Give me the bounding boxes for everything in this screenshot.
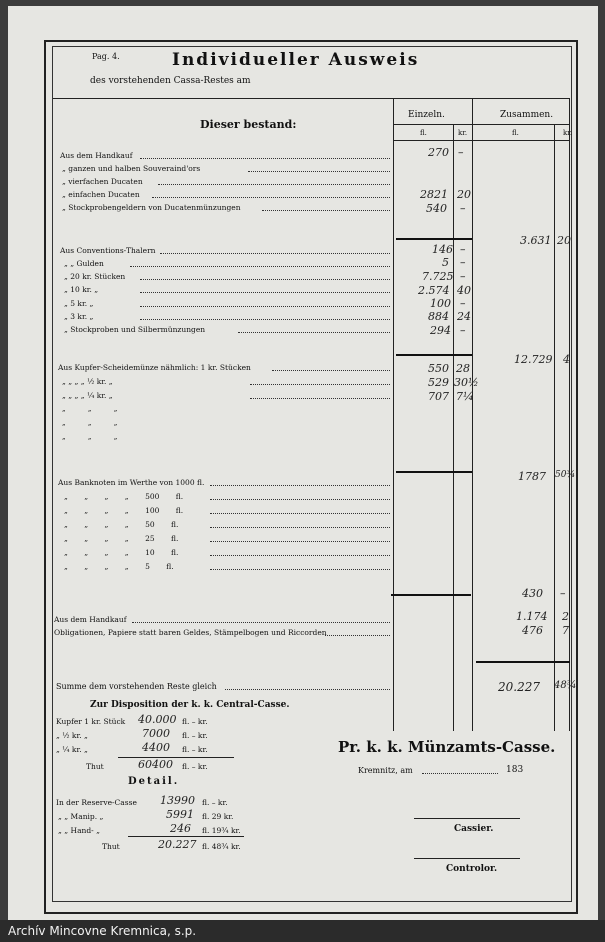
leader	[210, 555, 390, 556]
row-label: „ „ „ „ 500 fl.	[64, 492, 184, 501]
leader	[262, 210, 390, 211]
einzeln-kr: –	[460, 243, 466, 256]
detail-label: „ „ Manip. „	[58, 812, 104, 821]
zusammen-kr: 20	[557, 234, 571, 247]
unit-zusammen-fl: fl.	[512, 129, 519, 137]
disposition-unit: fl. – kr.	[182, 731, 208, 740]
einzeln-kr: 24	[457, 310, 471, 323]
zusammen-fl: 430	[522, 587, 543, 600]
leader	[140, 158, 390, 159]
einzeln-fl: 270	[428, 146, 449, 159]
zusammen-fl: 476	[522, 624, 543, 637]
einzeln-fl: 294	[430, 324, 451, 337]
leader	[210, 513, 390, 514]
group-sep-5	[476, 661, 570, 663]
row-label: Aus Kupfer-Scheidemünze nähmlich: 1 kr. Stücken	[58, 363, 251, 372]
leader	[210, 527, 390, 528]
row-label: „ Stockproben und Silbermünzungen	[64, 325, 206, 334]
row-label: „ „ „ „ 50 fl.	[64, 520, 179, 529]
row-label: „ ganzen und halben Souveraind'ors	[62, 164, 201, 173]
disposition-label: „ ¼ kr. „	[56, 745, 88, 754]
detail-unit: fl. 48¾ kr.	[202, 842, 241, 851]
col-line-a	[393, 98, 394, 731]
office-name: Pr. k. k. Münzamts-Casse.	[338, 738, 556, 756]
leader	[272, 370, 390, 371]
disposition-value: 60400	[138, 758, 173, 771]
cassier-label: Cassier.	[454, 824, 494, 834]
detail-unit: fl. – kr.	[202, 798, 228, 807]
zusammen-kr: –	[560, 587, 566, 600]
summe-label: Summe dem vorstehenden Reste gleich	[56, 682, 217, 691]
row-label: „ Stockprobengeldern von Ducatenmünzungen	[62, 203, 241, 212]
leader	[152, 197, 390, 198]
detail-value: 246	[170, 822, 191, 835]
ditto-marks: „ „ „	[62, 433, 118, 441]
leader	[210, 541, 390, 542]
disposition-value: 7000	[142, 727, 170, 740]
col-einzeln: Einzeln.	[408, 110, 445, 120]
zusammen-kr: 7	[562, 624, 569, 637]
col-line-e	[569, 98, 570, 731]
group-sep-4	[391, 594, 471, 596]
einzeln-kr: –	[460, 297, 466, 310]
group-sep-3	[396, 471, 472, 473]
group-sep-1	[396, 238, 472, 240]
ditto-marks: „ „ „	[62, 405, 118, 413]
row-label: Aus dem Handkauf	[60, 151, 133, 160]
row-label: „ einfachen Ducaten	[62, 190, 140, 199]
detail-rule	[128, 836, 244, 837]
disposition-label: „ ½ kr. „	[56, 731, 88, 740]
date-leader	[422, 773, 498, 774]
einzeln-fl: 2.574	[418, 284, 450, 297]
row-label: Aus Banknoten im Werthe von 1000 fl.	[58, 478, 205, 487]
disposition-label: Thut	[86, 762, 104, 771]
leader	[140, 319, 390, 320]
einzeln-kr: 40	[457, 284, 471, 297]
einzeln-fl: 529	[428, 376, 449, 389]
zusammen-fl: 1.174	[516, 610, 548, 623]
disposition-unit: fl. – kr.	[182, 745, 208, 754]
row-label: „ „ Gulden	[64, 259, 104, 268]
office-place: Kremnitz, am	[358, 766, 413, 775]
zusammen-fl: 12.729	[514, 353, 553, 366]
leader	[140, 279, 390, 280]
row-label: „ „ „ „ ½ kr. „	[62, 377, 113, 386]
page-title: Individueller Ausweis	[172, 50, 420, 70]
col-line-b	[453, 124, 454, 731]
header-rule	[53, 98, 569, 99]
leader	[210, 499, 390, 500]
einzeln-fl: 540	[426, 202, 447, 215]
row-label: Obligationen, Papiere statt baren Geldes, Stämpelbogen und Riccorden	[54, 628, 327, 637]
unit-rule	[393, 140, 569, 141]
leader	[140, 306, 390, 307]
detail-label: In der Reserve-Casse	[56, 798, 137, 807]
row-label: „ „ „ „ 100 fl.	[64, 506, 184, 515]
row-label: Aus dem Handkauf	[54, 615, 127, 624]
leader	[250, 398, 390, 399]
row-label: Aus Conventions-Thalern	[60, 246, 156, 255]
row-label: „ 10 kr. „	[64, 285, 99, 294]
einzeln-kr: 30½	[454, 376, 479, 389]
einzeln-fl: 884	[428, 310, 449, 323]
office-year: 183	[506, 765, 524, 775]
zusammen-kr: 50¾	[555, 470, 576, 480]
ditto-marks: „ „ „	[62, 419, 118, 427]
detail-value: 5991	[166, 808, 194, 821]
leader	[248, 171, 390, 172]
detail-label: „ „ Hand- „	[58, 826, 100, 835]
bestand-heading: Dieser bestand:	[200, 118, 297, 131]
leader	[140, 292, 390, 293]
zusammen-fl: 1787	[518, 470, 546, 483]
einzeln-kr: –	[460, 270, 466, 283]
controlor-label: Controlor.	[446, 864, 498, 874]
watermark-text: Archív Mincovne Kremnica, s.p.	[8, 924, 197, 938]
detail-unit: fl. 19¾ kr.	[202, 826, 241, 835]
row-label: „ 5 kr. „	[64, 299, 94, 308]
page-subtitle: des vorstehenden Cassa-Restes am	[90, 76, 251, 86]
disposition-rule	[118, 757, 234, 758]
detail-value: 20.227	[158, 838, 197, 851]
einzeln-fl: 550	[428, 362, 449, 375]
summe-kr: 48¾	[554, 680, 577, 691]
col-line-d	[554, 124, 555, 731]
detail-title: Detail.	[128, 776, 180, 787]
leader	[250, 384, 390, 385]
einzeln-fl: 7.725	[422, 270, 454, 283]
leader	[325, 635, 390, 636]
einzeln-kr: –	[460, 256, 466, 269]
col-header-rule	[393, 124, 569, 125]
row-label: „ „ „ „ ¼ kr. „	[62, 391, 113, 400]
leader	[210, 485, 390, 486]
summe-fl: 20.227	[498, 680, 540, 694]
controlor-line	[414, 858, 520, 859]
row-label: „ 3 kr. „	[64, 312, 94, 321]
einzeln-kr: –	[460, 324, 466, 337]
zusammen-kr: 2	[562, 610, 569, 623]
einzeln-fl: 707	[428, 390, 449, 403]
einzeln-fl: 100	[430, 297, 451, 310]
unit-einzeln-fl: fl.	[420, 129, 427, 137]
leader	[225, 689, 390, 690]
einzeln-fl: 2821	[420, 188, 448, 201]
detail-value: 13990	[160, 794, 195, 807]
disposition-label: Kupfer 1 kr. Stück	[56, 717, 126, 726]
col-zusammen: Zusammen.	[500, 110, 554, 120]
leader	[160, 253, 390, 254]
page-number: Pag. 4.	[92, 52, 120, 61]
unit-einzeln-kr: kr.	[458, 129, 468, 137]
leader	[210, 569, 390, 570]
einzeln-fl: 5	[442, 256, 449, 269]
disposition-value: 40.000	[138, 713, 177, 726]
zusammen-kr: 4	[563, 353, 570, 366]
leader	[158, 184, 390, 185]
einzeln-kr: –	[458, 146, 464, 159]
leader	[238, 332, 390, 333]
watermark-bar	[0, 920, 605, 942]
einzeln-kr: 28	[456, 362, 470, 375]
disposition-unit: fl. – kr.	[182, 762, 208, 771]
zusammen-fl: 3.631	[520, 234, 552, 247]
col-line-c	[472, 98, 473, 731]
unit-zusammen-kr: kr.	[563, 129, 573, 137]
einzeln-kr: 7¼	[456, 390, 474, 403]
detail-label: Thut	[102, 842, 120, 851]
einzeln-kr: 20	[457, 188, 471, 201]
leader	[130, 266, 390, 267]
disposition-value: 4400	[142, 741, 170, 754]
row-label: „ „ „ „ 5 fl.	[64, 562, 174, 571]
leader	[132, 622, 390, 623]
row-label: „ „ „ „ 25 fl.	[64, 534, 179, 543]
row-label: „ „ „ „ 10 fl.	[64, 548, 179, 557]
row-label: „ vierfachen Ducaten	[62, 177, 143, 186]
disposition-title: Zur Disposition der k. k. Central-Casse.	[90, 700, 290, 710]
group-sep-2	[396, 354, 472, 356]
row-label: „ 20 kr. Stücken	[64, 272, 126, 281]
detail-unit: fl. 29 kr.	[202, 812, 234, 821]
einzeln-kr: –	[460, 202, 466, 215]
cassier-line	[414, 818, 520, 819]
einzeln-fl: 146	[432, 243, 453, 256]
disposition-unit: fl. – kr.	[182, 717, 208, 726]
